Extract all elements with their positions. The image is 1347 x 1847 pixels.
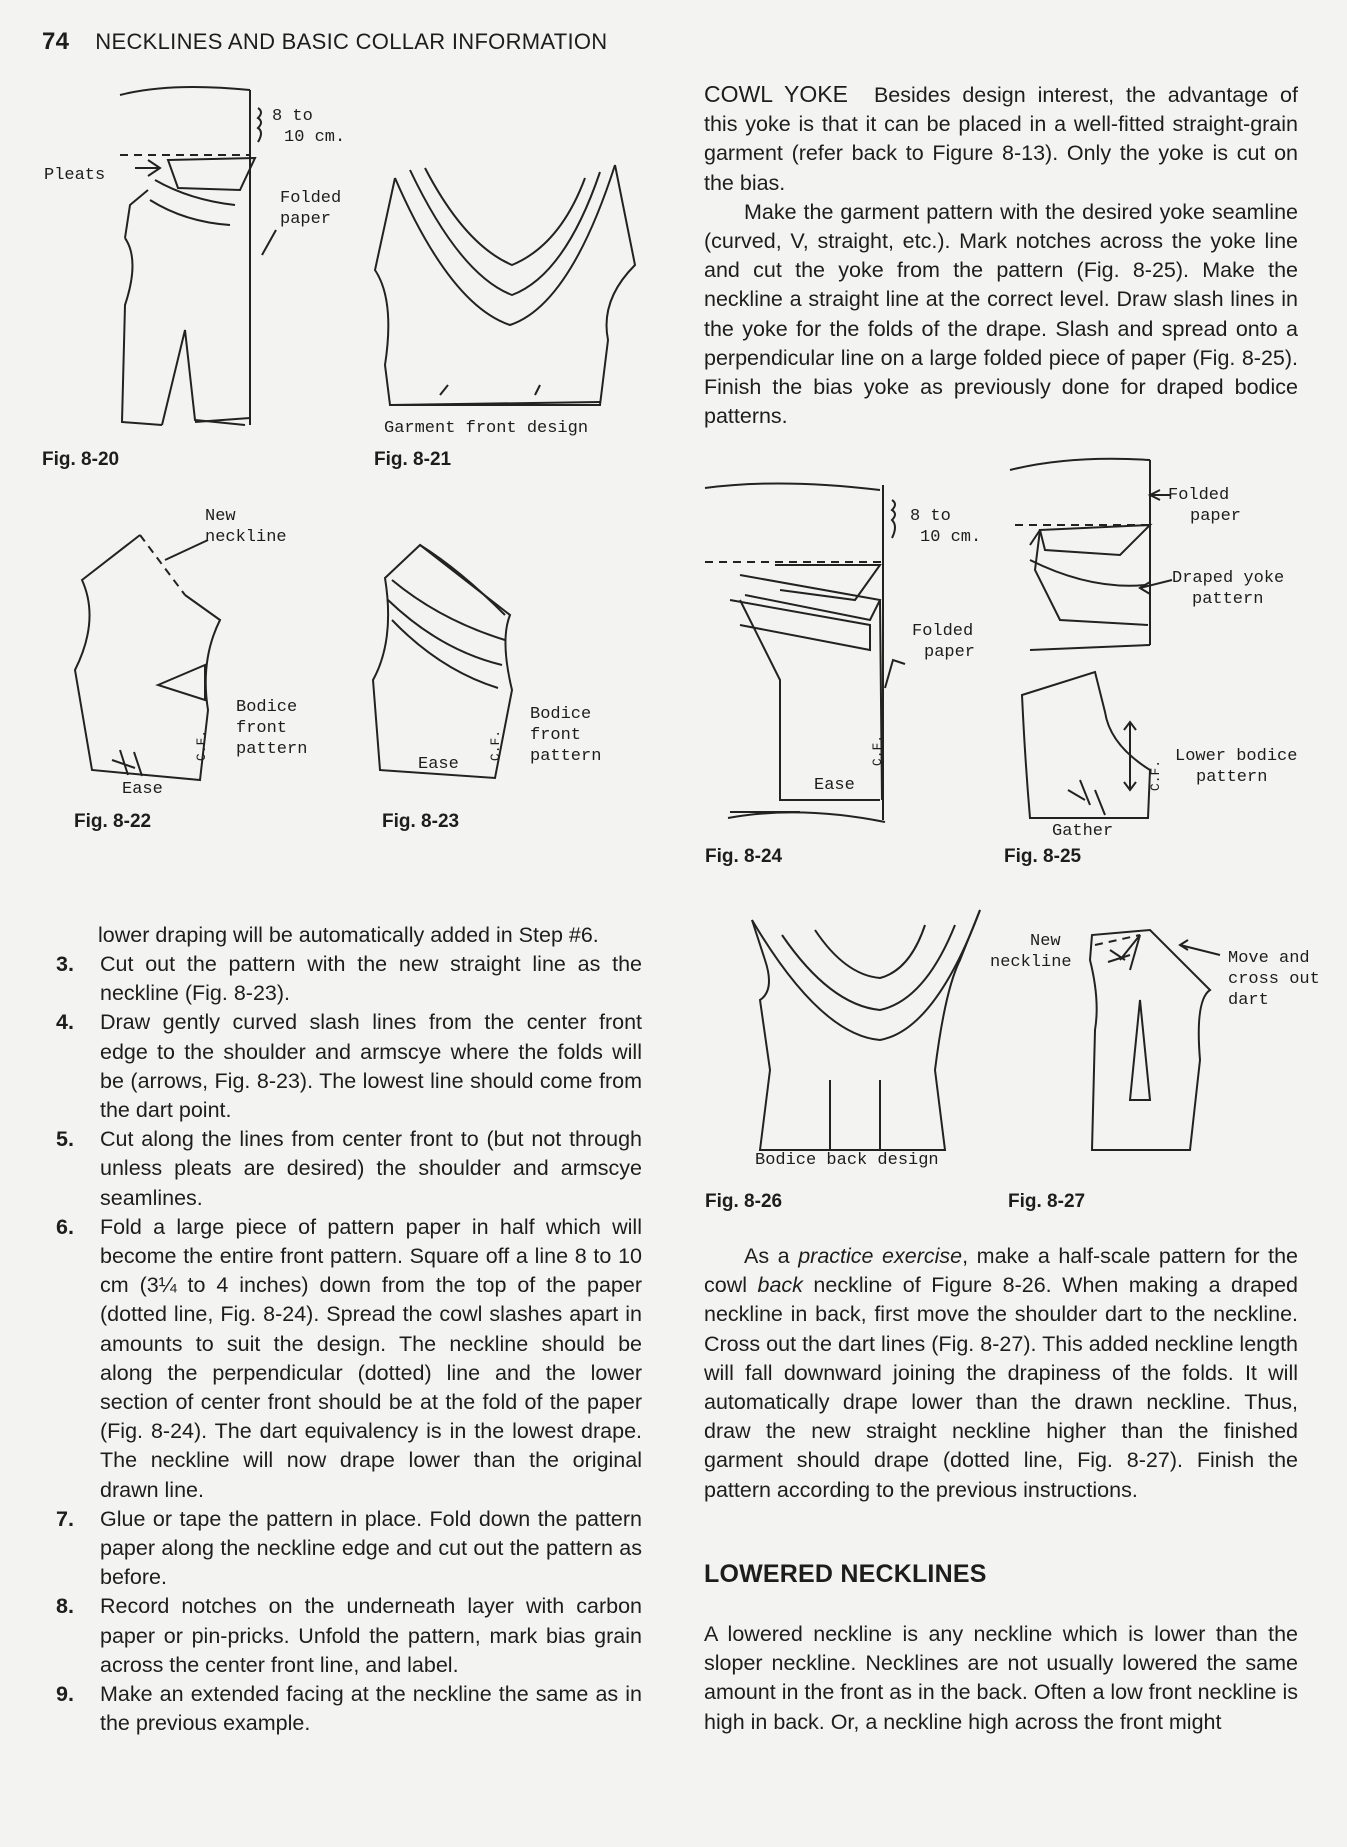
practice-text-emphasis-1: practice exercise xyxy=(798,1244,963,1268)
fig-8-22-label-ease: Ease xyxy=(122,780,163,799)
step-text: Make an extended facing at the neckline the same as in the previous example. xyxy=(100,1682,642,1736)
fig-8-22-label-cf: C.F. xyxy=(194,729,210,762)
fig-8-25-label-folded-1: Folded xyxy=(1168,486,1230,505)
fig-8-22-label-new-2: neckline xyxy=(205,528,287,547)
fig-8-24-label-ease: Ease xyxy=(814,776,855,795)
step-number: 5. xyxy=(56,1127,74,1152)
step-item xyxy=(42,1213,642,1505)
fig-8-20-label-measure-2: 10 cm. xyxy=(284,128,346,147)
step-text: Glue or tape the pattern in place. Fold down the pattern paper along the neckline edge and cut out the pattern as before. xyxy=(100,1506,642,1590)
fig-8-23-label-bodice-2: front xyxy=(530,726,582,745)
step-item xyxy=(42,950,642,1008)
fig-8-22-label-bodice-1: Bodice xyxy=(236,698,298,717)
fig-8-25-label-folded-2: paper xyxy=(1190,507,1242,526)
fig-8-20-label-measure-1: 8 to xyxy=(272,107,313,126)
running-title: NECKLINES AND BASIC COLLAR INFORMATION xyxy=(95,29,608,54)
fig-8-21-caption: Fig. 8-21 xyxy=(374,449,452,470)
fig-8-25-label-gather: Gather xyxy=(1052,822,1114,841)
fig-8-20-label-folded-1: Folded xyxy=(280,189,342,208)
fig-8-20-label-folded-2: paper xyxy=(280,210,332,229)
fig-8-23-caption: Fig. 8-23 xyxy=(382,811,460,832)
page-number: 74 xyxy=(42,28,70,55)
fig-8-27-label-move-2: cross out xyxy=(1228,970,1320,989)
practice-paragraph xyxy=(704,1242,1298,1505)
fig-8-23-label-cf: C.F. xyxy=(488,729,504,762)
fig-8-25-label-draped-2: pattern xyxy=(1192,590,1264,609)
fig-8-26-caption: Fig. 8-26 xyxy=(705,1191,783,1212)
step-item xyxy=(42,1008,642,1125)
fig-8-22-caption: Fig. 8-22 xyxy=(74,811,152,832)
step-item xyxy=(42,1680,642,1738)
step-number: 4. xyxy=(56,1010,74,1035)
fig-8-26-label: Bodice back design xyxy=(755,1151,939,1170)
step-number: 6. xyxy=(56,1214,74,1239)
cowl-yoke-heading: COWL YOKE xyxy=(704,81,848,107)
practice-text-emphasis-2: back xyxy=(757,1273,803,1298)
step-number: 9. xyxy=(56,1682,74,1707)
fig-8-24-label-measure-2: 10 cm. xyxy=(920,528,982,547)
fig-8-22-label-bodice-2: front xyxy=(236,719,288,738)
fig-8-24-label-folded-1: Folded xyxy=(912,622,974,641)
fig-8-24-caption: Fig. 8-24 xyxy=(705,846,783,867)
step-text: Draw gently curved slash lines from the center front edge to the shoulder and armscye where the folds will be (arrows, Fig. 8-23). The lowest line should come from the dart point. xyxy=(100,1010,642,1123)
step-text: Cut out the pattern with the new straight line as the neckline (Fig. 8-23). xyxy=(100,952,642,1006)
step-number: 8. xyxy=(56,1594,74,1619)
practice-text-c: neckline of Figure 8-26. When making a draped neckline in back, first move the shoulder dart to the neckline. Cross out the dart lines (Fig. 8-27). This added neckline length will fall downward joining the drapiness of the folds. It will automatically drape lower than the drawn neckline. Thus, draw the new straight neckline higher than the finished garment should drape (dotted line, Fig. 8-27). Finish the pattern according to the previous instructions. xyxy=(704,1273,1298,1502)
fig-8-27-label-new-2: neckline xyxy=(990,953,1072,972)
fig-8-27-label-move-1: Move and xyxy=(1228,949,1310,968)
fig-8-27-caption: Fig. 8-27 xyxy=(1008,1191,1086,1212)
fig-8-25-label-lower-2: pattern xyxy=(1196,768,1268,787)
steps-list xyxy=(42,950,642,1738)
fig-8-22-label-bodice-3: pattern xyxy=(236,740,308,759)
fig-8-27-label-new-1: New xyxy=(1030,932,1061,951)
step-item xyxy=(42,1505,642,1593)
fig-8-20-label-pleats: Pleats xyxy=(44,166,106,185)
fig-8-25-label-cf: C.F. xyxy=(1148,759,1164,792)
fig-8-21-label: Garment front design xyxy=(384,419,589,438)
fig-8-24-label-folded-2: paper xyxy=(924,643,976,662)
practice-text-a: As a xyxy=(744,1244,799,1268)
fig-8-24-label-measure-1: 8 to xyxy=(910,507,951,526)
lowered-necklines-heading: LOWERED NECKLINES xyxy=(704,1560,987,1588)
fig-8-20-caption: Fig. 8-20 xyxy=(42,449,120,470)
fig-8-25-label-lower-1: Lower bodice xyxy=(1175,747,1298,766)
step-number: 7. xyxy=(56,1506,74,1531)
cowl-yoke-paragraph-2: Make the garment pattern with the desired yoke seamline (curved, V, straight, etc.). Mark notches across the yoke line and cut the yoke from the pattern (Fig. 8-25). Make the neckline a straight line at the correct level. Draw slash lines in the yoke for the folds of the drape. Slash and spread onto a perpendicular line on a large folded piece of paper (Fig. 8-25). Finish the bias yoke as previously done for draped bodice patterns. xyxy=(704,199,1298,429)
step-text: Fold a large piece of pattern paper in half which will become the entire front pattern. Square off a line 8 to 10 cm (3¼ to 4 inches) down from the top of the paper (dotted line, Fig. 8-24). Spread the cowl slashes apart in amounts to suit the design. The neckline should be along the perpendicular (dotted) line and the lower section of center front should be at the fold of the paper (Fig. 8-24). The dart equivalency is in the lowest drape. The neckline will now drape lower than the original drawn line. xyxy=(100,1214,642,1502)
fig-8-25-caption: Fig. 8-25 xyxy=(1004,846,1082,867)
fig-8-23-label-bodice-1: Bodice xyxy=(530,705,592,724)
fig-8-23-label-ease: Ease xyxy=(418,755,459,774)
step-text: Cut along the lines from center front to (but not through unless pleats are desired) the shoulder and armscye seamlines. xyxy=(100,1127,642,1210)
step-number: 3. xyxy=(56,952,74,976)
practice-text-b: , make a half-scale pattern for the cowl xyxy=(704,1244,1298,1298)
step-item xyxy=(42,1592,642,1680)
step-text: Record notches on the underneath layer with carbon paper or pin-pricks. Unfold the pattern, mark bias grain across the center front line, and label. xyxy=(100,1594,642,1677)
practice-exercise-section xyxy=(704,1242,1298,1505)
fig-8-23-label-bodice-3: pattern xyxy=(530,747,602,766)
step-item xyxy=(42,1125,642,1213)
fig-8-22-label-new-1: New xyxy=(205,507,236,526)
fig-8-25-label-draped-1: Draped yoke xyxy=(1172,569,1285,588)
cowl-yoke-paragraph-1: Besides design interest, the advantage of this yoke is that it can be placed in a well-fitted straight-grain garment (refer back to Figure 8-13). Only the yoke is cut on the bias. xyxy=(704,83,1298,195)
fig-8-27-label-move-3: dart xyxy=(1228,991,1269,1010)
fig-8-24-label-cf: C.F. xyxy=(870,734,886,767)
lowered-necklines-paragraph: A lowered neckline is any neckline which is lower than the sloper neckline. Necklines are not usually lowered the same amount in the front as in the back. Often a low front neckline is high in back. Or, a neckline high across the front might xyxy=(704,1622,1298,1734)
step-continuation: lower draping will be automatically added in Step #6. xyxy=(98,923,599,947)
